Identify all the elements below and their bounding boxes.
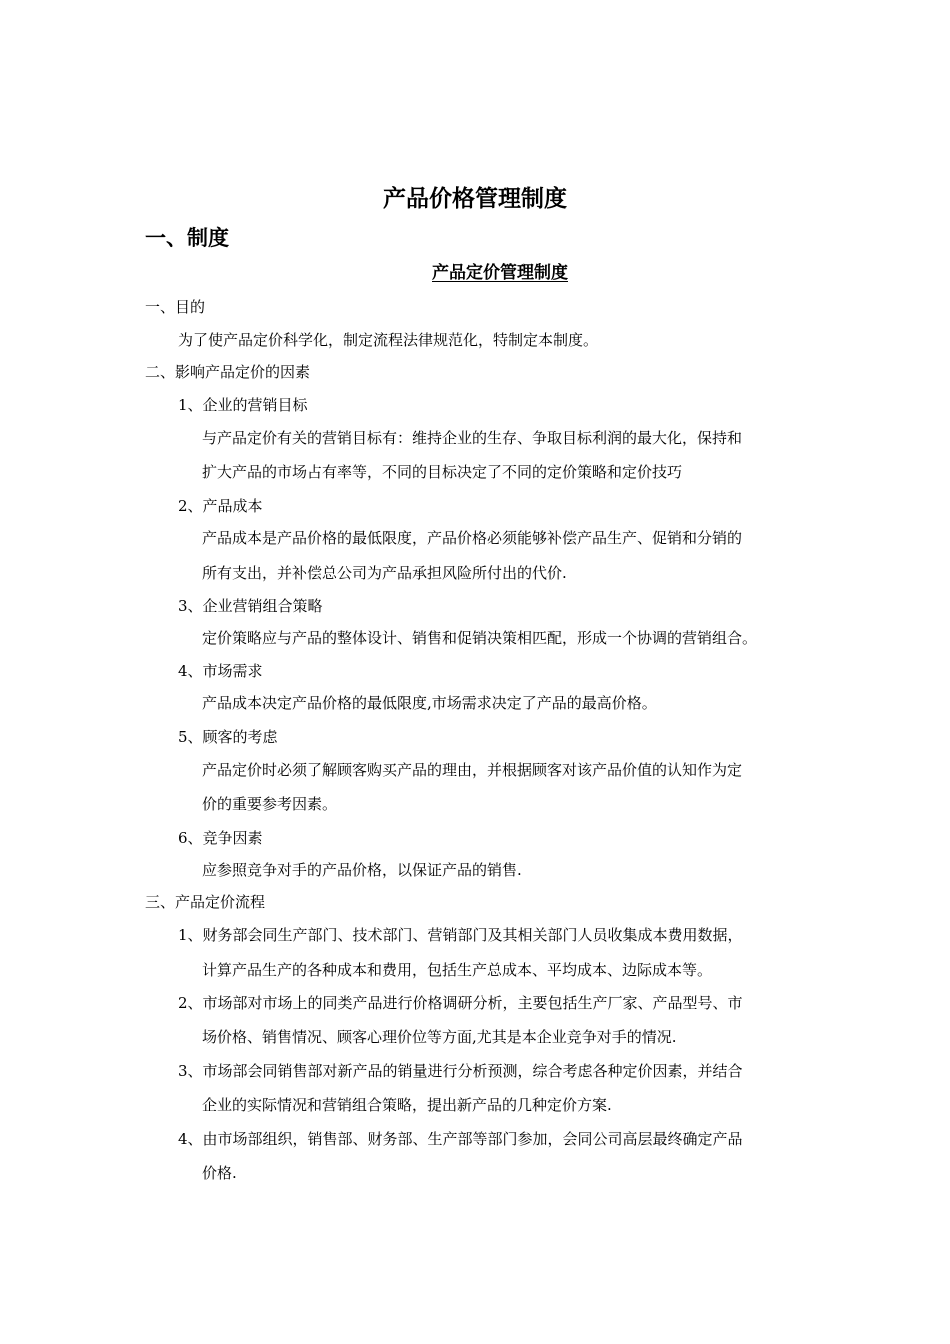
list-item-heading: 2、产品成本 <box>178 497 263 515</box>
heading-factors: 二、影响产品定价的因素 <box>145 363 311 381</box>
paragraph-line: 产品成本是产品价格的最低限度，产品价格必须能够补偿产品生产、促销和分销的 <box>202 529 743 547</box>
paragraph-line: 与产品定价有关的营销目标有：维持企业的生存、争取目标利润的最大化，保持和 <box>202 429 743 447</box>
paragraph-line: 场价格、销售情况、顾客心理价位等方面,尤其是本企业竞争对手的情况. <box>202 1028 677 1046</box>
list-item: 3、市场部会同销售部对新产品的销量进行分析预测，综合考虑各种定价因素，并结合 <box>178 1062 743 1080</box>
list-item-heading: 4、市场需求 <box>178 662 263 680</box>
paragraph-line: 企业的实际情况和营销组合策略，提出新产品的几种定价方案. <box>202 1096 612 1114</box>
paragraph-line: 定价策略应与产品的整体设计、销售和促销决策相匹配，形成一个协调的营销组合。 <box>202 629 758 647</box>
paragraph-line: 价格. <box>202 1164 237 1182</box>
list-item-heading: 3、企业营销组合策略 <box>178 597 323 615</box>
list-item: 2、市场部对市场上的同类产品进行价格调研分析，主要包括生产厂家、产品型号、市 <box>178 994 743 1012</box>
list-item: 1、财务部会同生产部门、技术部门、营销部门及其相关部门人员收集成本费用数据， <box>178 926 743 944</box>
paragraph-line: 扩大产品的市场占有率等，不同的目标决定了不同的定价策略和定价技巧 <box>202 463 683 481</box>
paragraph-line: 应参照竞争对手的产品价格，以保证产品的销售. <box>202 861 522 879</box>
list-item: 4、由市场部组织，销售部、财务部、生产部等部门参加，会同公司高层最终确定产品 <box>178 1130 743 1148</box>
list-item-heading: 5、顾客的考虑 <box>178 728 278 746</box>
list-item-heading: 1、企业的营销目标 <box>178 396 308 414</box>
heading-purpose: 一、目的 <box>145 298 206 316</box>
document-subtitle: 产品定价管理制度 <box>432 263 568 283</box>
paragraph-line: 产品成本决定产品价格的最低限度,市场需求决定了产品的最高价格。 <box>202 694 657 712</box>
paragraph-line: 产品定价时必须了解顾客购买产品的理由，并根据顾客对该产品价值的认知作为定 <box>202 761 743 779</box>
document-title: 产品价格管理制度 <box>383 186 567 212</box>
paragraph-line: 价的重要参考因素。 <box>202 795 338 813</box>
heading-process: 三、产品定价流程 <box>145 893 266 911</box>
paragraph-line: 所有支出，并补偿总公司为产品承担风险所付出的代价. <box>202 564 567 582</box>
list-item-heading: 6、竞争因素 <box>178 829 263 847</box>
paragraph-line: 为了使产品定价科学化，制定流程法律规范化，特制定本制度。 <box>178 331 599 349</box>
section-heading: 一、制度 <box>145 226 229 250</box>
paragraph-line: 计算产品生产的各种成本和费用，包括生产总成本、平均成本、边际成本等。 <box>202 961 713 979</box>
